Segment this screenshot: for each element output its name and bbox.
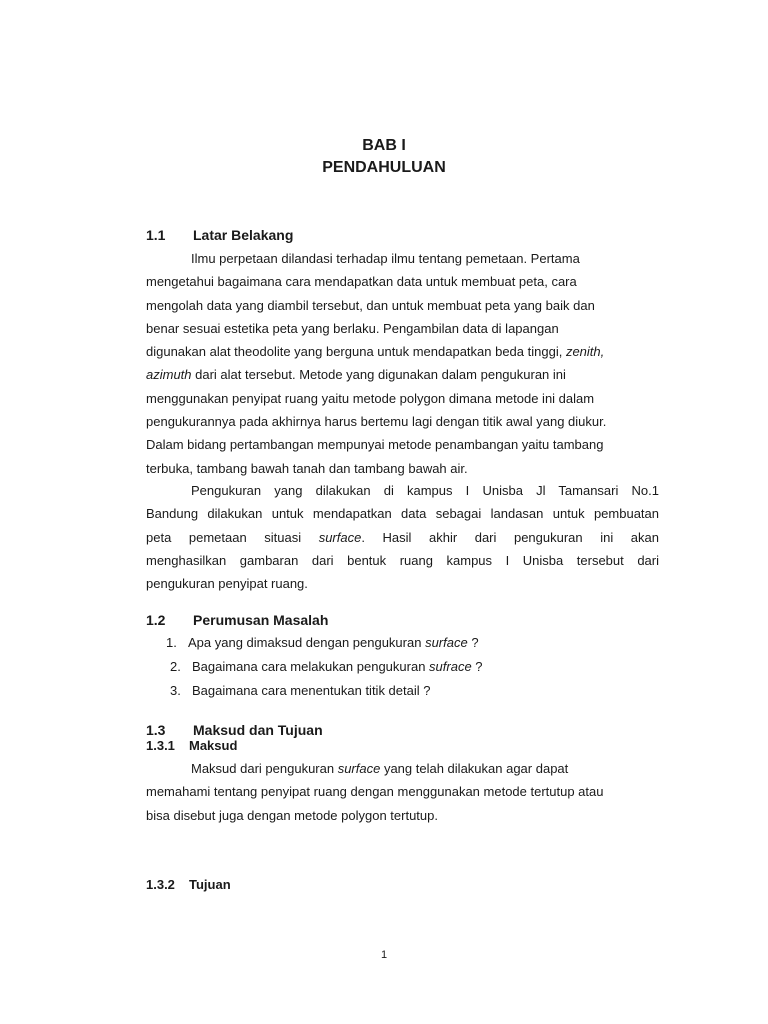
list-marker: 3. — [170, 683, 181, 698]
list-text: Apa yang dimaksud dengan pengukuran — [188, 635, 426, 650]
subsection-number: 1.3.2 — [146, 877, 175, 892]
text-line: benar sesuai estetika peta yang berlaku. Pengambilan data di lapangan — [146, 320, 559, 336]
subsection-heading-tujuan — [146, 877, 231, 893]
text-line: terbuka, tambang bawah tanah dan tambang bawah air. — [146, 460, 468, 476]
text-span: . Hasil akhir dari pengukuran ini akan — [361, 529, 659, 545]
text-line — [146, 340, 659, 363]
section-heading-latar-belakang — [146, 226, 293, 244]
text-line — [146, 526, 659, 549]
text-line — [146, 757, 659, 780]
text-span: digunakan alat theodolite yang berguna untuk mendapatkan beda tinggi, — [146, 344, 566, 360]
italic-term: azimuth — [146, 367, 192, 383]
list-item — [170, 658, 483, 676]
text-line: Bandung dilakukan untuk mendapatkan data sebagai landasan untuk pembuatan — [146, 506, 659, 522]
subsection-title: Tujuan — [189, 877, 231, 892]
italic-term: surface — [425, 635, 468, 650]
italic-term: surface — [318, 529, 362, 545]
list-text: Bagaimana cara melakukan pengukuran — [192, 659, 430, 674]
chapter-label: BAB I — [362, 137, 406, 154]
italic-term: zenith, — [565, 344, 605, 360]
text-line: Dalam bidang pertambangan mempunyai metode penambangan yaitu tambang — [146, 437, 604, 453]
text-line — [146, 363, 659, 386]
text-line: mengetahui bagaimana cara mendapatkan data untuk membuat peta, cara — [146, 274, 577, 290]
text-line: pengukurannya pada akhirnya harus bertemu lagi dengan titik awal yang diukur. — [146, 414, 607, 430]
section-number: 1.2 — [146, 612, 166, 628]
text-span: dari alat tersebut. Metode yang digunakan dalam pengukuran ini — [191, 367, 566, 383]
section-heading-perumusan-masalah — [146, 611, 328, 629]
section-title: Perumusan Masalah — [193, 612, 329, 628]
list-item — [170, 682, 430, 700]
text-span: Maksud dari pengukuran — [191, 761, 338, 776]
text-line: pengukuran penyipat ruang. — [146, 576, 308, 592]
text-line: bisa disebut juga dengan metode polygon tertutup. — [146, 807, 438, 823]
list-text-tail: ? — [467, 635, 479, 650]
chapter-title: PENDAHULUAN — [322, 159, 446, 176]
text-line: mengolah data yang diambil tersebut, dan untuk membuat peta yang baik dan — [146, 297, 595, 313]
list-item — [166, 634, 479, 652]
italic-term: surface — [337, 761, 381, 776]
text-span: yang telah dilakukan agar dapat — [380, 761, 569, 776]
list-text: Bagaimana cara menentukan titik detail ? — [192, 683, 431, 698]
paragraph-latar-2 — [146, 479, 659, 595]
paragraph-maksud — [146, 757, 659, 827]
text-line: memahami tentang penyipat ruang dengan menggunakan metode tertutup atau — [146, 784, 604, 800]
text-line: Ilmu perpetaan dilandasi terhadap ilmu tentang pemetaan. Pertama — [191, 251, 580, 266]
section-number: 1.1 — [146, 227, 166, 243]
text-line: menggunakan penyipat ruang yaitu metode polygon dimana metode ini dalam — [146, 390, 595, 406]
page-number: 1 — [380, 949, 388, 961]
section-number: 1.3 — [146, 722, 166, 738]
paragraph-latar-1 — [146, 247, 659, 480]
section-title: Maksud dan Tujuan — [193, 722, 323, 738]
section-heading-maksud-tujuan — [146, 721, 323, 739]
subsection-heading-maksud — [146, 738, 237, 754]
list-marker: 1. — [166, 635, 177, 650]
subsection-title: Maksud — [189, 738, 238, 753]
text-span: peta pemetaan situasi — [146, 529, 319, 545]
section-title: Latar Belakang — [193, 227, 294, 243]
text-line: menghasilkan gambaran dari bentuk ruang kampus I Unisba tersebut dari — [146, 552, 659, 568]
subsection-number: 1.3.1 — [146, 738, 175, 753]
text-line: Pengukuran yang dilakukan di kampus I Unisba Jl Tamansari No.1 — [191, 483, 659, 498]
list-marker: 2. — [170, 659, 181, 674]
list-text-tail: ? — [471, 659, 483, 674]
italic-term: sufrace — [429, 659, 472, 674]
